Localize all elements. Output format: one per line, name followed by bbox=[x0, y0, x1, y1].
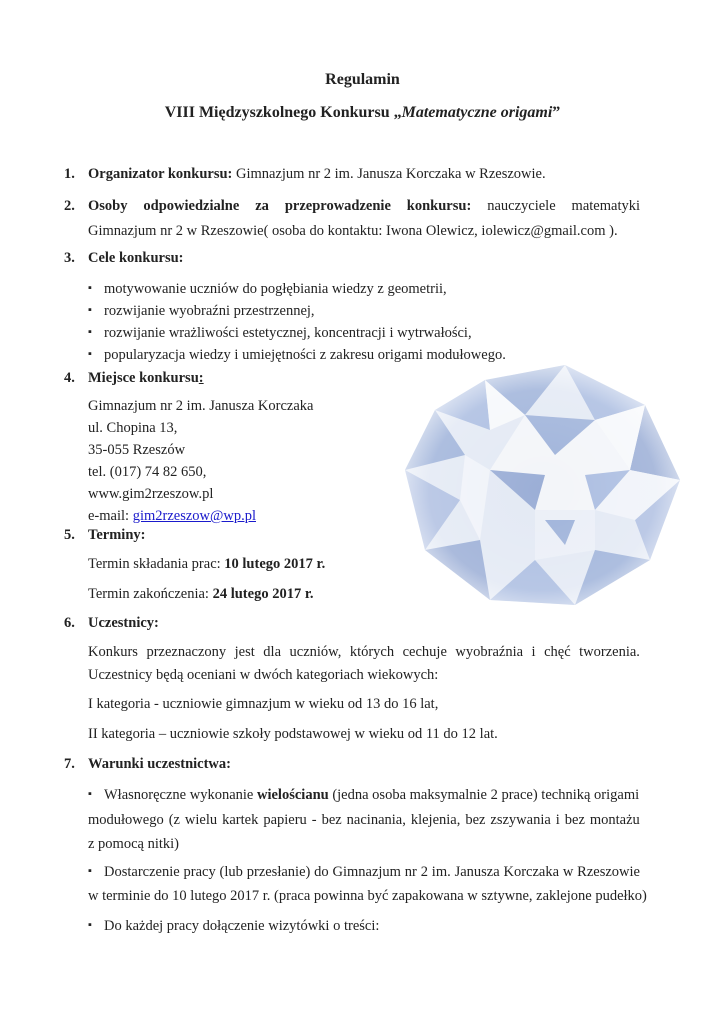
list-item: ▪ popularyzacja wiedzy i umiejętności z zakresu origami modułowego. bbox=[88, 347, 506, 363]
email-link[interactable]: gim2rzeszow@wp.pl bbox=[132, 508, 256, 524]
section-number: 2. bbox=[64, 198, 75, 214]
participants-line2: Uczestnicy będą oceniani w dwóch kategoriach wiekowych: bbox=[88, 667, 439, 683]
address-line: Gimnazjum nr 2 im. Janusza Korczaka bbox=[88, 398, 314, 414]
condition-2-line2: w terminie do 10 lutego 2017 r. (praca powinna być zapakowana w sztywne, zaklejone pudełko) bbox=[88, 888, 647, 904]
list-item: ▪ rozwijanie wrażliwości estetycznej, koncentracji i wytrwałości, bbox=[88, 325, 472, 341]
list-item: ▪ rozwijanie wyobraźni przestrzennej, bbox=[88, 303, 315, 319]
document-subtitle: VIII Międzyszkolnego Konkursu „Matematyczne origami” bbox=[164, 104, 561, 121]
deadline-line: Termin składania prac: 10 lutego 2017 r. bbox=[88, 556, 326, 572]
section-number: 7. bbox=[64, 756, 75, 772]
participants-line1: Konkurs przeznaczony jest dla uczniów, których cechuje wyobraźnia i chęć tworzenia. bbox=[88, 644, 640, 660]
phone-line: tel. (017) 74 82 650, bbox=[88, 464, 207, 480]
category-2: II kategoria – uczniowie szkoły podstawowej w wieku od 11 do 12 lat. bbox=[88, 726, 498, 742]
section-dates-heading: Terminy: bbox=[88, 527, 146, 543]
section-participants-heading: Uczestnicy: bbox=[88, 615, 159, 631]
document-title: Regulamin bbox=[325, 71, 400, 88]
origami-polyhedron-image bbox=[395, 360, 690, 620]
section-number: 6. bbox=[64, 615, 75, 631]
section-number: 4. bbox=[64, 370, 75, 386]
section-number: 5. bbox=[64, 527, 75, 543]
category-1: I kategoria - uczniowie gimnazjum w wieku od 13 do 16 lat, bbox=[88, 696, 439, 712]
section-number: 1. bbox=[64, 166, 75, 182]
list-item: ▪ motywowanie uczniów do pogłębiania wiedzy z geometrii, bbox=[88, 281, 447, 297]
address-line: ul. Chopina 13, bbox=[88, 420, 178, 436]
condition-2-line1: ▪ Dostarczenie pracy (lub przesłanie) do Gimnazjum nr 2 im. Janusza Korczaka w Rzeszowie bbox=[88, 864, 640, 880]
section-goals-heading: Cele konkursu: bbox=[88, 250, 184, 266]
section-number: 3. bbox=[64, 250, 75, 266]
section-organizer: Organizator konkursu: Gimnazjum nr 2 im. Janusza Korczaka w Rzeszowie. bbox=[88, 166, 546, 182]
condition-1-line2: modułowego (z wielu kartek papieru - bez nacinania, klejenia, bez zszywania i bez montażu bbox=[88, 812, 640, 828]
email-line: e-mail: gim2rzeszow@wp.pl bbox=[88, 508, 256, 524]
section-responsible-line1: Osoby odpowiedzialne za przeprowadzenie konkursu: nauczyciele matematyki bbox=[88, 198, 640, 214]
section-responsible-line2: Gimnazjum nr 2 w Rzeszowie( osoba do kontaktu: Iwona Olewicz, iolewicz@gmail.com ). bbox=[88, 223, 618, 239]
condition-1-line1: ▪ Własnoręczne wykonanie wielościanu (jedna osoba maksymalnie 2 prace) techniką origami bbox=[88, 787, 640, 803]
section-conditions-heading: Warunki uczestnictwa: bbox=[88, 756, 231, 772]
website-line: www.gim2rzeszow.pl bbox=[88, 486, 214, 502]
end-date-line: Termin zakończenia: 24 lutego 2017 r. bbox=[88, 586, 314, 602]
condition-1-line3: z pomocą nitki) bbox=[88, 836, 180, 852]
address-line: 35-055 Rzeszów bbox=[88, 442, 186, 458]
condition-3: ▪ Do każdej pracy dołączenie wizytówki o treści: bbox=[88, 918, 380, 934]
section-place-heading: Miejsce konkursu: bbox=[88, 370, 204, 386]
